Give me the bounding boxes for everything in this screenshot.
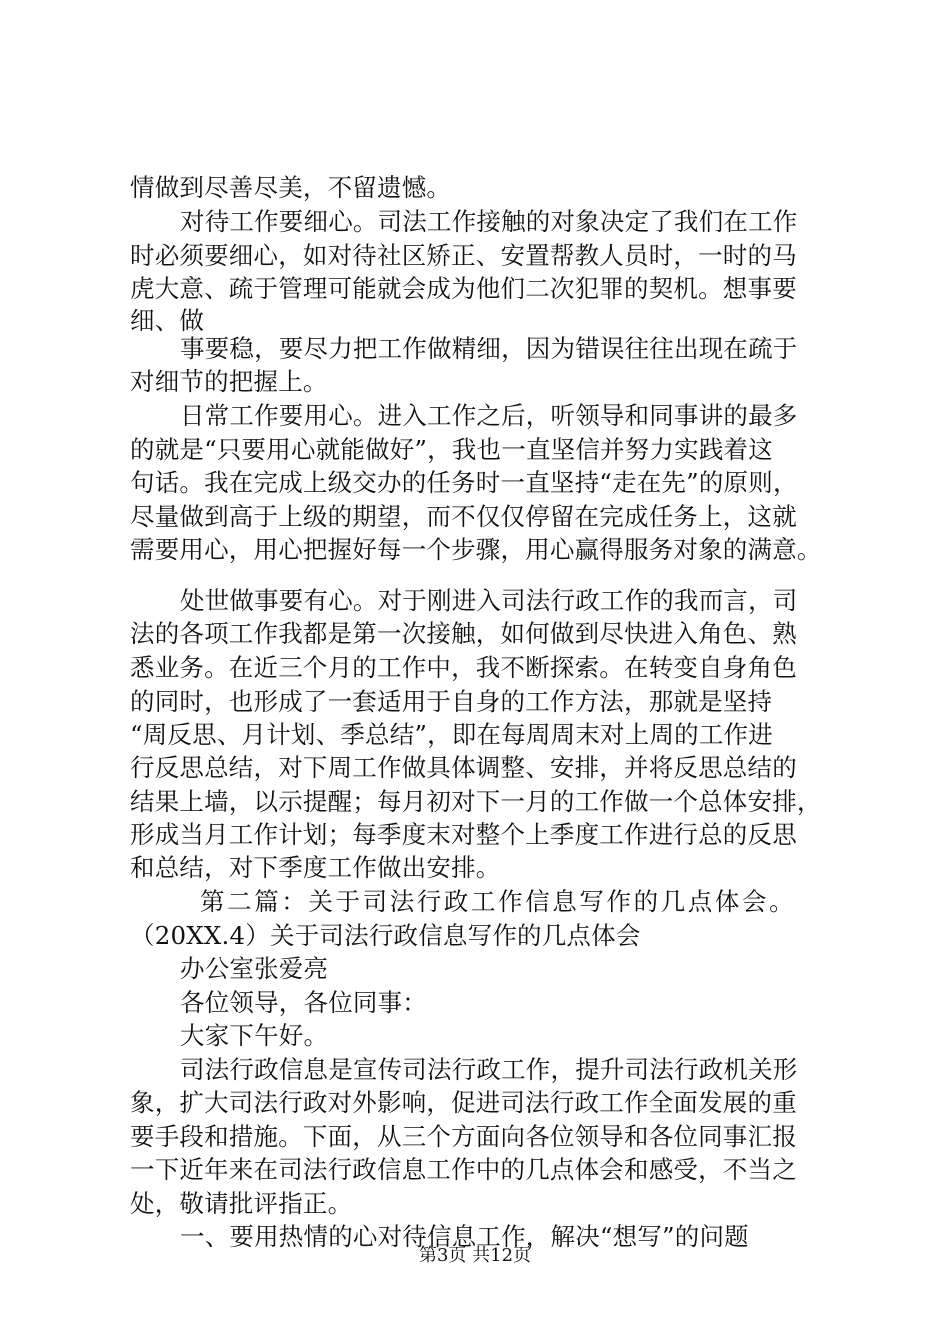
text-line: 情做到尽善尽美，不留遗憾。	[130, 173, 452, 202]
text-line: 结果上墙，以示提醒；每月初对下一月的工作做一个总体安排，	[130, 787, 822, 816]
text-line: 处，敬请批评指正。	[130, 1189, 353, 1218]
text-line: “周反思、月计划、季总结”，即在每周周末对上周的工作进	[130, 720, 773, 749]
text-line: 形成当月工作计划；每季度末对整个上季度工作进行总的反思	[130, 820, 797, 849]
text-line: 事要稳，要尽力把工作做精细，因为错误往往出现在疏于	[180, 334, 798, 363]
text-line: 和总结，对下季度工作做出安排。	[130, 853, 501, 882]
text-line: 日常工作要用心。进入工作之后，听领导和同事讲的最多	[180, 401, 798, 430]
section-heading: 第二篇：关于司法行政工作信息写作的几点体会。	[200, 887, 797, 916]
text-line: 的同时，也形成了一套适用于自身的工作方法，那就是坚持	[130, 687, 773, 716]
text-line: 一、要用热情的心对待信息工作，解决“想写”的问题	[180, 1222, 749, 1251]
author-line: 办公室张爱亮	[180, 954, 329, 983]
text-line: 处世做事要有心。对于刚进入司法行政工作的我而言，司	[180, 586, 798, 615]
text-line: 对待工作要细心。司法工作接触的对象决定了我们在工作	[180, 207, 798, 236]
text-line: 虎大意、疏于管理可能就会成为他们二次犯罪的契机。想事要	[130, 274, 797, 303]
text-line: 行反思总结，对下周工作做具体调整、安排，并将反思总结的	[130, 753, 797, 782]
text-line: （20XX.4）关于司法行政信息写作的几点体会	[130, 921, 641, 950]
text-line: 司法行政信息是宣传司法行政工作，提升司法行政机关形	[180, 1055, 798, 1084]
text-line: 一下近年来在司法行政信息工作中的几点体会和感受，不当之	[130, 1155, 797, 1184]
text-line: 法的各项工作我都是第一次接触，如何做到尽快进入角色、熟	[130, 619, 797, 648]
salutation-line: 各位领导，各位同事：	[180, 988, 427, 1017]
text-line: 细、做	[130, 306, 205, 335]
text-line: 尽量做到高于上级的期望，而不仅仅停留在完成任务上，这就	[130, 502, 797, 531]
text-line: 句话。我在完成上级交办的任务时一直坚持“走在先”的原则，	[130, 468, 798, 497]
text-line: 要手段和措施。下面，从三个方面向各位领导和各位同事汇报	[130, 1122, 797, 1151]
page-number-footer: 第3页 共12页	[418, 1245, 532, 1266]
text-line: 需要用心，用心把握好每一个步骤，用心赢得服务对象的满意。	[130, 535, 822, 564]
text-line: 的就是“只要用心就能做好”，我也一直坚信并努力实践着这	[130, 435, 773, 464]
greeting-line: 大家下午好。	[180, 1021, 329, 1050]
text-line: 象，扩大司法行政对外影响，促进司法行政工作全面发展的重	[130, 1088, 797, 1117]
text-line: 时必须要细心，如对待社区矫正、安置帮教人员时，一时的马	[130, 241, 797, 270]
text-line: 对细节的把握上。	[130, 367, 328, 396]
text-line: 悉业务。在近三个月的工作中，我不断探索。在转变自身角色	[130, 653, 797, 682]
